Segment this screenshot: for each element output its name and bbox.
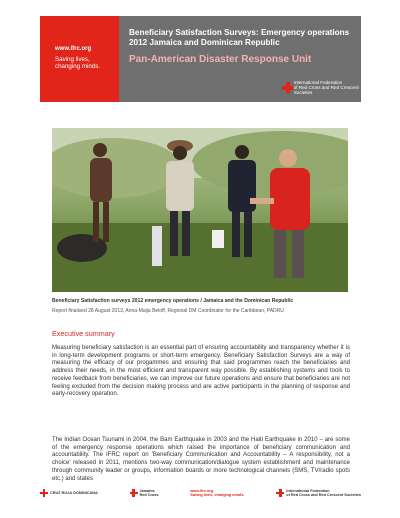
footer-jamaica-red-cross [130,489,159,498]
footer-logos [40,484,361,502]
logo-text-line-2: of Red Cross and Red Crescent Societies [293,85,359,96]
footer-item-2-text [140,489,159,498]
footer-item-2-line-2: Red Cross [139,493,159,497]
ifrc-logo-text [294,80,361,96]
summary-paragraph-1: Measuring beneficiary satisfaction is an essential part of ensuring accountability and transparency whether it is in long-term development programs or short-term emergency. Beneficiary Satisfaction Surveys are a way of measuring the efficacy of our progammes and ensuring that said programmes reach the beneficiaries and address their needs, in the most efficient and transparent way possible. By establishing systems and tools to receive feedback from beneficiaries, we can improve our future operations and ensure that beneficiaries are not feeling excluded from the decision making process and are active participants in the planning of response and early-recovery operation. [52,345,350,398]
red-cross-icon [282,82,291,93]
ifrc-red-panel [40,16,119,102]
summary-paragraph-2: The Indian Ocean Tsunami in 2004, the Bam Earthquake in 2003 and the Haiti Earthquake in 2010 – are some of the emergency response operations which raised the importance of beneficiary communication and accountability. The IFRC report on 'Beneficiary Communication and Accountability – A responsibility, not a choice' released in 2011, mentions two-way communication/dialogue system establishment and maintenance through community leader or groups, information boards or more technological channels (SMS, TV/radio spots etc.) and states [52,437,350,482]
footer-item-2-line-1: Jamaica [139,488,155,493]
footer-item-1-text: CRUZ ROJA DOMINICANA [50,490,98,495]
ifrc-logo [282,80,361,96]
footer-item-4-line-2: of Red Cross and Red Crescent Societies [286,493,361,497]
footer-item-3-text [190,489,244,498]
footer-dominican-red-cross [40,489,98,497]
footer-item-4-text [286,489,361,498]
field-photo-illustration [52,128,348,292]
photo-caption: Beneficiary Satisfaction surveys 2012 emergency operations / Jamaica and the Dominican Republic [52,298,294,304]
ifrc-url[interactable]: www.ifrc.org [55,46,92,52]
footer-item-3-line-2: Saving lives, changing minds. [190,493,245,497]
footer-item-3-line-1[interactable]: www.ifrc.org [190,488,214,493]
red-cross-icon [40,489,48,497]
footer-item-4-line-1: International Federation [286,488,330,493]
ifrc-slogan: Saving lives, changing minds. [55,56,101,71]
report-title: Beneficiary Satisfaction Surveys: Emergency operations 2012 Jamaica and Dominican Republic [129,28,350,47]
footer-ifrc-logo [276,489,361,498]
red-cross-icon [276,489,284,497]
report-header [40,16,361,102]
red-cross-icon [130,489,138,497]
report-subtitle: Pan-American Disaster Response Unit [129,54,312,65]
footer-ifrc-slogan [190,489,244,498]
executive-summary-heading: Executive summary [52,329,115,338]
title-panel [119,16,361,102]
field-photo [52,128,348,292]
logo-text-line-1: International Federation [293,80,343,85]
report-info: Report finalised 28 August 2013, Anna-Maija Beloff, Regional DM Coordinator for the Caribbean, PADRU [52,308,284,314]
